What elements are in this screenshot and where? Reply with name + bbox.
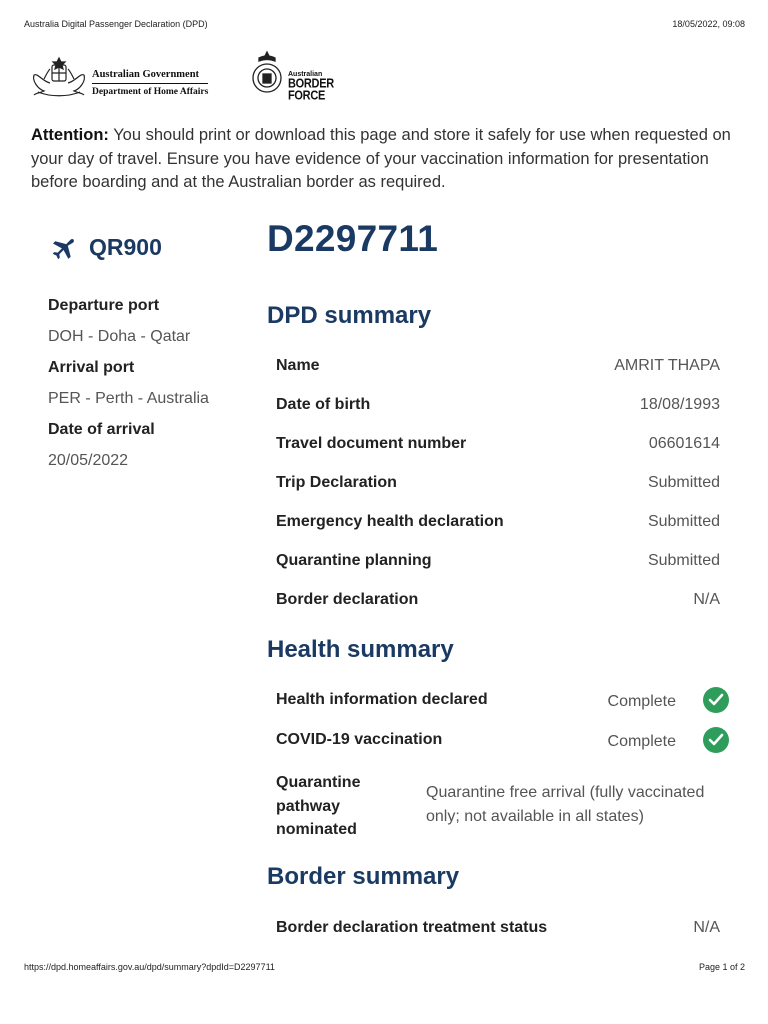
print-header-datetime: 18/05/2022, 09:08 [672,19,745,29]
summary-row [276,591,720,630]
print-footer [24,962,745,976]
dpd-summary-heading: DPD summary [267,302,432,329]
arrival-port-value: PER - Perth - Australia [48,390,209,407]
print-header [24,19,745,33]
border-summary-table [276,919,720,958]
attention-notice [31,124,743,195]
attention-label: Attention: [31,126,109,144]
arrival-port-label: Arrival port [48,359,135,376]
health-summary-table [276,691,720,771]
abf-line2: BORDER FORCE [288,76,334,104]
quarantine-pathway-row [276,771,724,841]
row-value: AMRIT THAPA [614,357,720,374]
row-label: Date of birth [276,396,371,413]
logos [30,50,430,102]
plane-icon [48,235,76,263]
border-force-badge-icon [250,50,284,100]
row-value: Complete [607,733,676,750]
health-summary-heading: Health summary [267,636,454,663]
dpd-reference-number: D2297711 [267,218,439,259]
summary-row [276,474,720,513]
summary-row [276,691,720,731]
print-footer-url: https://dpd.homeaffairs.gov.au/dpd/summary?dpdId=D2297711 [24,962,275,972]
row-label: Health information declared [276,691,488,708]
date-of-arrival-value: 20/05/2022 [48,452,129,469]
date-of-arrival-label: Date of arrival [48,421,155,438]
row-value: 06601614 [648,435,720,452]
australian-government-logo [30,55,230,99]
row-value: 18/08/1993 [639,396,720,413]
quarantine-pathway-value: Quarantine free arrival (fully vaccinated only; not available in all states) [426,784,705,825]
row-label: Name [276,357,320,374]
row-value: Submitted [647,474,720,491]
row-label: Travel document number [276,435,467,452]
departure-port-value: DOH - Doha - Qatar [48,328,191,345]
summary-row [276,552,720,591]
print-header-title: Australia Digital Passenger Declaration (DPD) [24,19,208,29]
row-value: N/A [693,919,720,936]
border-force-logo [250,50,370,102]
flight-number: QR900 [89,234,162,260]
row-value: Complete [607,693,676,710]
row-label: Quarantine planning [276,552,432,569]
trip-details [48,296,248,482]
abf-line1: Australian [288,71,323,78]
row-label: Border declaration [276,591,419,608]
row-value: N/A [693,591,720,608]
row-label: COVID-19 vaccination [276,731,443,748]
summary-row [276,357,720,396]
row-label: Emergency health declaration [276,513,504,530]
check-circle-icon [703,727,729,753]
check-circle-icon [703,687,729,713]
summary-row [276,731,720,771]
row-value: Submitted [647,552,720,569]
departure-port-label: Departure port [48,297,160,314]
gov-line2: Department of Home Affairs [92,83,208,100]
summary-row [276,513,720,552]
summary-row [276,435,720,474]
coat-of-arms-icon [30,55,88,97]
border-summary-heading: Border summary [267,863,460,890]
row-value: Submitted [647,513,720,530]
row-label: Trip Declaration [276,474,397,491]
dpd-summary-table [276,357,720,630]
attention-text: You should print or download this page and store it safely for use when requested on your day of travel. Ensure you have evidence of your vaccination information for presentation before boarding and at the Australian border as required. [31,126,731,191]
row-label: Border declaration treatment status [276,919,548,936]
quarantine-pathway-label: Quarantine pathway nominated [276,774,361,838]
gov-line1: Australian Government [92,69,200,80]
summary-row [276,919,720,958]
summary-row [276,396,720,435]
print-footer-page: Page 1 of 2 [698,962,745,972]
